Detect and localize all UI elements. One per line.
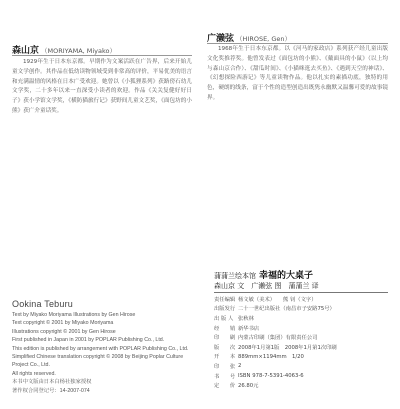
colophon-row	[214, 342, 390, 352]
copyright-line: Project Co., Ltd.	[12, 362, 50, 369]
colophon-top-rule	[214, 292, 388, 293]
author2-rule	[207, 43, 388, 44]
copyright-line: All rights reserved.	[12, 370, 56, 377]
author2-name-latin: （HIROSE, Gen）	[236, 35, 291, 43]
colophon-row	[214, 304, 390, 314]
colophon-value: ISBN 978-7-5391-4063-6	[238, 372, 304, 379]
book-series-title	[214, 268, 313, 281]
author2-bio: 1968年生于日本东京都。以《河马的家政店》系列获产经儿童出版文化奖推荐奖。他曾发表过《面包坊的小熊》、《戴面具的小鼠》（以上均与森山京合作）、《甜瓜时间》、《小猫咪逛去买鱼》、《遇到天空的神话》、《幻想探险西游记》等儿童读物作品。他以扎实的素描功底，独特的用色，硬朗的线条，富于个性的造型创造出既隽永幽默又温馨可爱的故事镜界。	[207, 46, 388, 101]
author1-name-latin: （MORIYAMA, Miyako）	[41, 47, 117, 55]
colophon-label: 定 价	[214, 383, 236, 390]
series-name: 蒲蒲兰绘本馆	[214, 272, 256, 280]
author1-name-cn: 森山京	[12, 46, 40, 56]
colophon-row	[214, 313, 390, 323]
colophon-label: 责任编辑	[214, 296, 236, 303]
colophon-row	[214, 361, 390, 371]
colophon-value: 张秋林	[238, 315, 254, 322]
copyright-block	[12, 311, 197, 395]
colophon-value: 新华书店	[238, 325, 260, 332]
colophon-value: 26.80元	[238, 383, 259, 390]
author2-name-cn: 广濑弦	[207, 34, 235, 44]
colophon-label: 版 次	[214, 344, 236, 351]
colophon-value: 内蒙古印刷（集团）有限责任公司	[238, 335, 318, 342]
author1-rule	[12, 55, 192, 56]
colophon-row	[214, 352, 390, 362]
colophon-row	[214, 323, 390, 333]
colophon-row	[214, 294, 390, 304]
colophon-row	[214, 332, 390, 342]
copyright-line: This edition is published by arrangement with POPLAR Publishing Co., Ltd.	[12, 345, 189, 352]
colophon-label: 印 张	[214, 363, 236, 370]
colophon-row	[214, 380, 390, 390]
colophon-label: 开 本	[214, 354, 236, 361]
copyright-line: 著作权合同登记号：14-2007-074	[12, 387, 90, 394]
english-title: Ookina Teburu	[12, 299, 73, 309]
colophon-value: 889mm×1194mm 1/20	[238, 354, 304, 361]
copyright-line: Text by Miyako Moriyama Illustrations by Gen Hirose	[12, 312, 136, 318]
copyright-line: Text copyright © 2001 by Miyako Moriyama	[12, 320, 114, 327]
copyright-line: Simplified Chinese translation copyright © 2008 by Beijing Poplar Culture	[12, 354, 184, 361]
copyright-line: 本书中文版由日本白杨社独家授权	[12, 379, 92, 386]
copyright-line: First published in Japan in 2001 by POPLAR Publishing Co., Ltd.	[12, 337, 165, 344]
colophon-row	[214, 371, 390, 381]
colophon-label: 书 号	[214, 373, 236, 380]
copyright-line: Illustrations copyright © 2001 by Gen Hirose	[12, 328, 116, 335]
colophon-label: 出 版 人	[214, 315, 234, 322]
colophon-value: 二十一世纪出版社（南昌市子安路75号）	[238, 306, 335, 313]
colophon-table	[214, 294, 390, 390]
colophon-value: 杨文敏（美术） 熊 钊（文字）	[238, 296, 317, 303]
colophon-label: 出版发行	[214, 306, 236, 313]
colophon-label: 经 销	[214, 325, 236, 332]
colophon-value: 2008年1月第1版 2008年1月第1次印刷	[238, 344, 337, 351]
book-credits: 森山京 文 广濑弦 图 蒲蒲兰 译	[214, 282, 319, 290]
author1-bio: 1929年生于日本东京都。早期作为文案活跃在广告界，后来开始儿童文学创作。其作品在低幼读物领域受到非常高的评价，平易优美的语言和充满温情的风格在日本广受欢迎。她曾以《小狐狸系列》获路傍石幼儿文学奖，二十多年以来一直深受小读者的欢迎。作品《关关复健好好日子》获小学馆文学奖，《横防猫旅行记》获野间儿童文艺奖，《面包坊的小熊》获广介童话奖。	[12, 59, 192, 114]
book-title: 幸福的大桌子	[259, 271, 314, 281]
colophon-value: 2	[238, 362, 242, 369]
colophon-label: 印 刷	[214, 335, 236, 342]
